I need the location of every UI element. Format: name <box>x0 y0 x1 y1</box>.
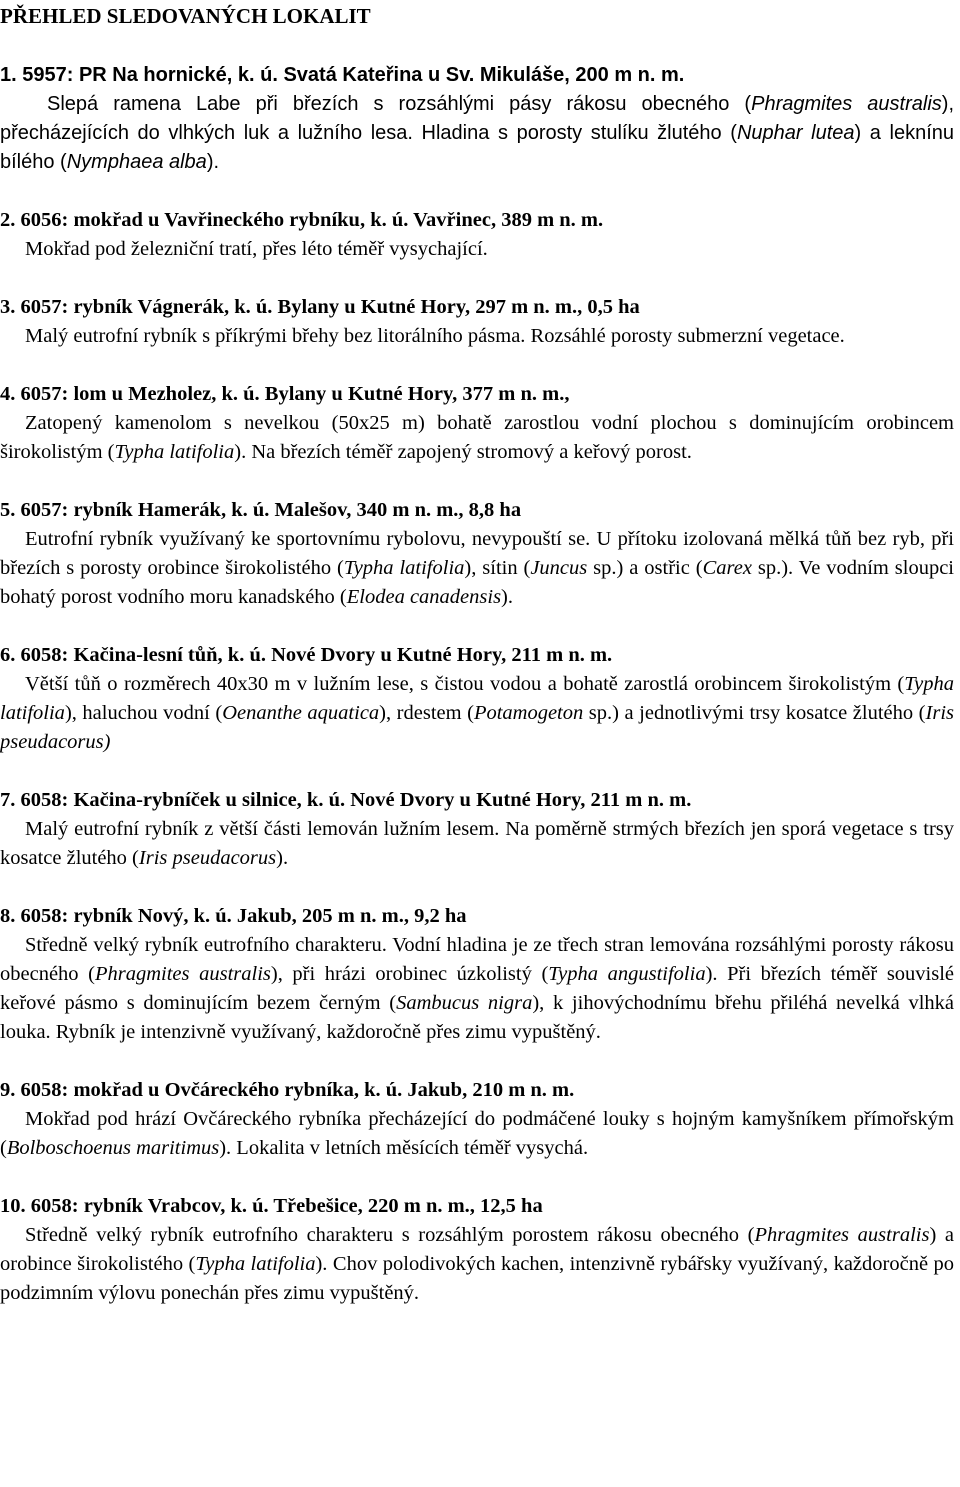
species-name: Bolboschoenus maritimus <box>6 1137 220 1159</box>
locality-description <box>0 525 954 612</box>
locality-heading: 7. 6058: Kačina-rybníček u silnice, k. ú. Nové Dvory u Kutné Hory, 211 m n. m. <box>0 789 692 811</box>
species-name: Phragmites australis <box>754 1224 930 1246</box>
species-name: Typha latifolia <box>195 1253 316 1275</box>
locality-entry <box>0 206 954 264</box>
locality-heading: 4. 6057: lom u Mezholez, k. ú. Bylany u Kutné Hory, 377 m n. m., <box>0 383 570 405</box>
description-text: ) a leknínu bílého ( <box>0 122 954 173</box>
locality-entry <box>0 61 954 177</box>
species-name: Oenanthe aquatica <box>222 702 380 724</box>
description-text: ). Chov polodivokých kachen, intenzivně rybářsky využívaný, každoročně po podzimním výlovu ponechán přes zimu vypuštěný. <box>0 1253 954 1304</box>
description-text: ) a orobince širokolistého ( <box>0 1224 954 1275</box>
locality-list <box>0 61 954 1308</box>
species-name: Iris pseudacorus <box>138 847 277 869</box>
description-text: Mokřad pod železniční tratí, přes léto téměř vysychající. <box>25 238 488 260</box>
locality-description <box>0 670 954 757</box>
description-text: ). Při březích téměř souvislé keřové pásmo s dominujícím bezem černým ( <box>0 963 955 1014</box>
description-text: Malý eutrofní rybník s příkrými břehy bez litorálního pásma. Rozsáhlé porosty submerzní vegetace. <box>25 325 845 347</box>
description-text: ), sítin ( <box>464 557 531 579</box>
species-name: Carex <box>702 557 752 579</box>
locality-heading: 10. 6058: rybník Vrabcov, k. ú. Třebešice, 220 m n. m., 12,5 ha <box>0 1195 543 1217</box>
locality-description <box>0 815 954 873</box>
description-text: Malý eutrofní rybník z větší části lemován lužním lesem. Na poměrně strmých březích jen sporá vegetace s trsy kosatce žlutého ( <box>0 818 954 869</box>
locality-description <box>0 90 954 177</box>
locality-entry <box>0 902 954 1047</box>
description-text: Eutrofní rybník využívaný ke sportovnímu rybolovu, nevypouští se. U přítoku izolovaná mělká tůň bez ryb, při březích s porosty orobince širokolistého ( <box>0 528 954 579</box>
locality-heading: 1. 5957: PR Na hornické, k. ú. Svatá Kateřina u Sv. Mikuláše, 200 m n. m. <box>0 64 685 86</box>
species-name: Typha angustifolia <box>548 963 706 985</box>
locality-entry <box>0 641 954 757</box>
locality-heading: 6. 6058: Kačina-lesní tůň, k. ú. Nové Dvory u Kutné Hory, 211 m n. m. <box>0 644 613 666</box>
locality-entry <box>0 1192 954 1308</box>
description-text: ), rdestem ( <box>379 702 474 724</box>
description-text: ). <box>276 847 289 869</box>
description-text: ). <box>206 151 220 173</box>
species-name: Typha latifolia <box>114 441 235 463</box>
locality-heading: 3. 6057: rybník Vágnerák, k. ú. Bylany u Kutné Hory, 297 m n. m., 0,5 ha <box>0 296 640 318</box>
locality-entry <box>0 786 954 873</box>
species-name: Phragmites australis <box>94 963 271 985</box>
locality-heading: 5. 6057: rybník Hamerák, k. ú. Malešov, 340 m n. m., 8,8 ha <box>0 499 522 521</box>
description-text: sp.) a jednotlivými trsy kosatce žlutého ( <box>583 702 926 724</box>
description-text: Slepá ramena Labe při březích s rozsáhlými pásy rákosu obecného ( <box>47 93 752 115</box>
locality-description <box>0 1221 954 1308</box>
locality-heading: 8. 6058: rybník Nový, k. ú. Jakub, 205 m n. m., 9,2 ha <box>0 905 467 927</box>
description-text: Větší tůň o rozměrech 40x30 m v lužním lese, s čistou vodou a bohatě zarostlá orobincem širokolistým ( <box>25 673 905 695</box>
locality-description <box>0 1105 954 1163</box>
description-text: sp.) a ostřic ( <box>587 557 703 579</box>
species-name: Nymphaea alba <box>66 151 207 173</box>
species-name: Phragmites australis <box>751 93 942 115</box>
description-text: Středně velký rybník eutrofního charakteru. Vodní hladina je ze třech stran lemována rozsáhlými porosty rákosu obecného ( <box>0 934 954 985</box>
locality-description <box>0 235 954 264</box>
locality-description <box>0 409 954 467</box>
species-name: Elodea canadensis <box>346 586 502 608</box>
species-name: Iris pseudacorus) <box>0 702 954 753</box>
description-text: ), přecházejících do vlhkých luk a lužního lesa. Hladina s porosty stulíku žlutého ( <box>0 93 954 144</box>
species-name: Juncus <box>530 557 588 579</box>
species-name: Typha latifolia <box>343 557 465 579</box>
locality-heading: 9. 6058: mokřad u Ovčáreckého rybníka, k. ú. Jakub, 210 m n. m. <box>0 1079 575 1101</box>
locality-description <box>0 931 954 1047</box>
description-text: Středně velký rybník eutrofního charakteru s rozsáhlým porostem rákosu obecného ( <box>25 1224 755 1246</box>
locality-entry <box>0 293 954 351</box>
description-text: ), k jihovýchodnímu břehu přiléhá nevelká vlhká louka. Rybník je intenzivně využívaný, každoročně přes zimu vypuštěný. <box>0 992 955 1043</box>
locality-entry <box>0 380 954 467</box>
species-name: Typha latifolia <box>0 673 954 724</box>
description-text: sp.). Ve vodním sloupci bohatý porost vodního moru kanadského ( <box>0 557 954 608</box>
description-text: ), při hrázi orobinec úzkolistý ( <box>270 963 549 985</box>
description-text: Zatopený kamenolom s nevelkou (50x25 m) bohatě zarostlou vodní plochou s dominujícím orobincem širokolistým ( <box>0 412 954 463</box>
species-name: Nuphar lutea <box>736 122 855 144</box>
description-text: ), haluchou vodní ( <box>64 702 223 724</box>
locality-entry <box>0 496 954 612</box>
species-name: Sambucus nigra <box>396 992 533 1014</box>
description-text: ). Na březích téměř zapojený stromový a keřový porost. <box>234 441 692 463</box>
description-text: ). <box>501 586 513 608</box>
locality-heading: 2. 6056: mokřad u Vavřineckého rybníku, k. ú. Vavřinec, 389 m n. m. <box>0 209 604 231</box>
locality-description <box>0 322 954 351</box>
description-text: ). Lokalita v letních měsících téměř vysychá. <box>219 1137 589 1159</box>
description-text: Mokřad pod hrází Ovčáreckého rybníka přecházející do podmáčené louky s hojným kamyšníkem přímořským ( <box>0 1108 954 1159</box>
species-name: Potamogeton <box>473 702 584 724</box>
document-title: PŘEHLED SLEDOVANÝCH LOKALIT <box>0 4 371 28</box>
locality-entry <box>0 1076 954 1163</box>
